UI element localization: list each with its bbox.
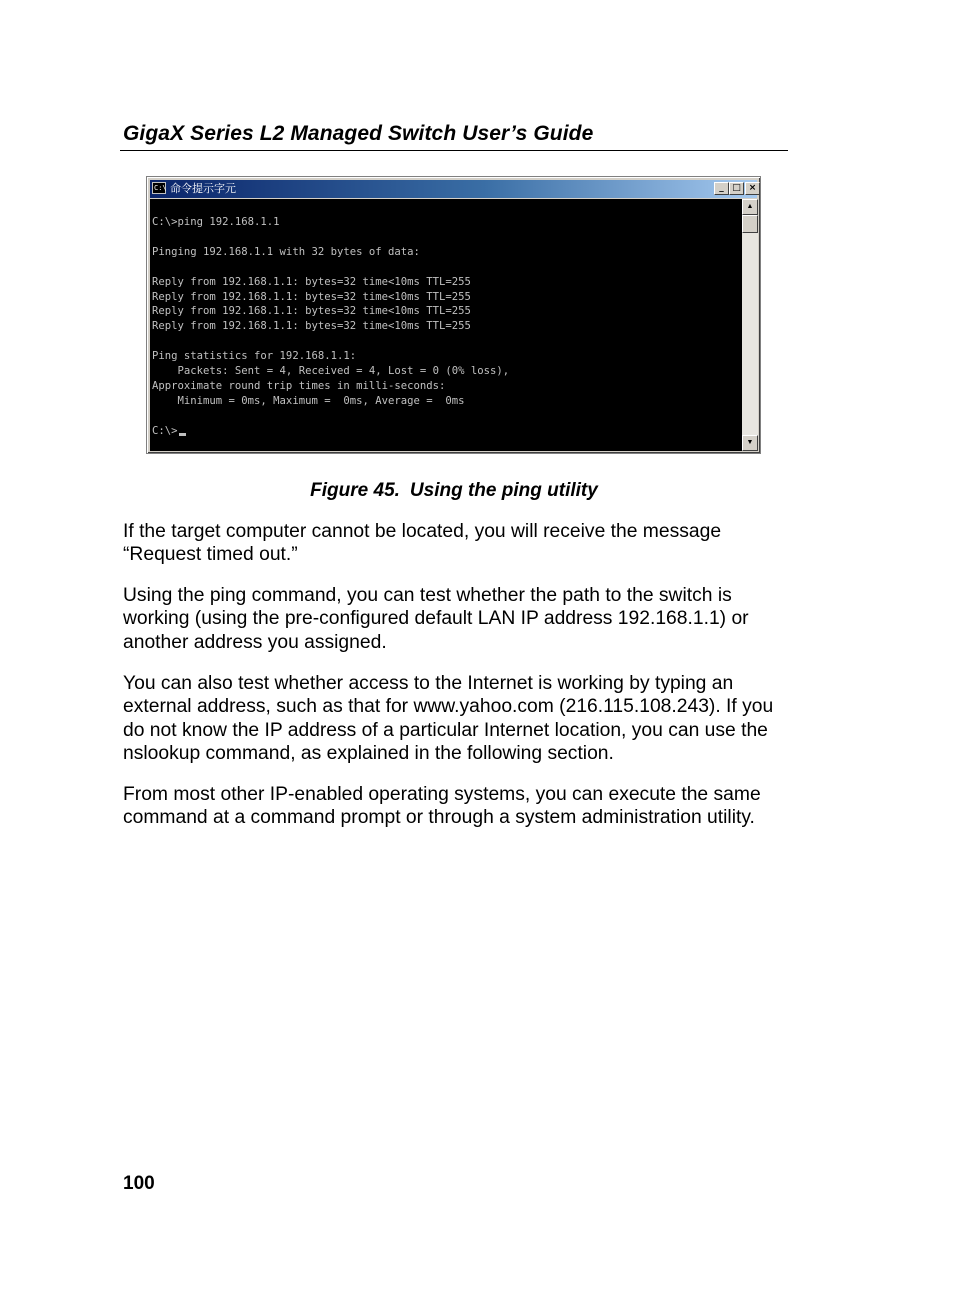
page-number: 100 — [123, 1173, 155, 1194]
window-title: 命令提示字元 — [170, 182, 236, 195]
figure-number: Figure 45. — [310, 480, 400, 501]
scroll-thumb[interactable] — [742, 215, 758, 233]
console-prompt: C:\> — [152, 424, 178, 437]
body-paragraph: From most other IP-enabled operating systems, you can execute the same command at a command prompt or through a system administration utility. — [123, 784, 761, 829]
close-button[interactable]: × — [745, 182, 760, 195]
console-text — [150, 199, 742, 439]
scroll-up-button[interactable] — [742, 199, 758, 215]
text-cursor — [179, 433, 186, 436]
page-header-title: GigaX Series L2 Managed Switch User’s Guide — [123, 122, 594, 145]
arrow-down-icon: ▼ — [746, 439, 754, 446]
figure-caption — [0, 480, 908, 502]
figure-caption-text: Using the ping utility — [409, 480, 598, 501]
scroll-down-button[interactable] — [742, 435, 758, 451]
body-paragraph: Using the ping command, you can test whether the path to the switch is working (using the pre-configured default LAN IP address 192.168.1.1) or another address you assigned. — [123, 585, 749, 653]
console-icon: C:\ — [154, 184, 167, 192]
maximize-button[interactable]: □ — [729, 182, 744, 195]
console-output[interactable] — [150, 199, 742, 451]
window-titlebar — [150, 180, 757, 198]
body-paragraph: You can also test whether access to the Internet is working by typing an external address, such as that for www.yahoo.com (216.115.108.243). If you do not know the IP address of a particular Internet location, you can use the nslookup command, as explained in the following section. — [123, 673, 774, 764]
minimize-button[interactable]: _ — [714, 182, 729, 195]
arrow-up-icon: ▲ — [746, 203, 754, 210]
vertical-scrollbar[interactable] — [742, 199, 758, 451]
console-window-screenshot — [146, 176, 761, 454]
body-paragraph: If the target computer cannot be located, you will receive the message “Request timed out.” — [123, 521, 722, 566]
console-lines: C:\>ping 192.168.1.1 Pinging 192.168.1.1 with 32 bytes of data: Reply from 192.168.1.1: bytes=32 time<10ms TTL=255 Reply from 192.168.1.1: bytes=32 time<10ms TTL=255 Reply from 192.168.1.1: bytes=32 time<10ms TTL=255 Reply from 192.168.1.1: bytes=32 time<10ms TTL=255 Ping statistics for 192.168.1.1: Packets: Sent = 4, Received = 4, Lost = 0 (0% loss), Approximate round trip times in milli-seconds: Minimum = 0ms, Maximum = 0ms, Average = 0ms — [152, 216, 510, 407]
header-rule — [120, 150, 788, 151]
